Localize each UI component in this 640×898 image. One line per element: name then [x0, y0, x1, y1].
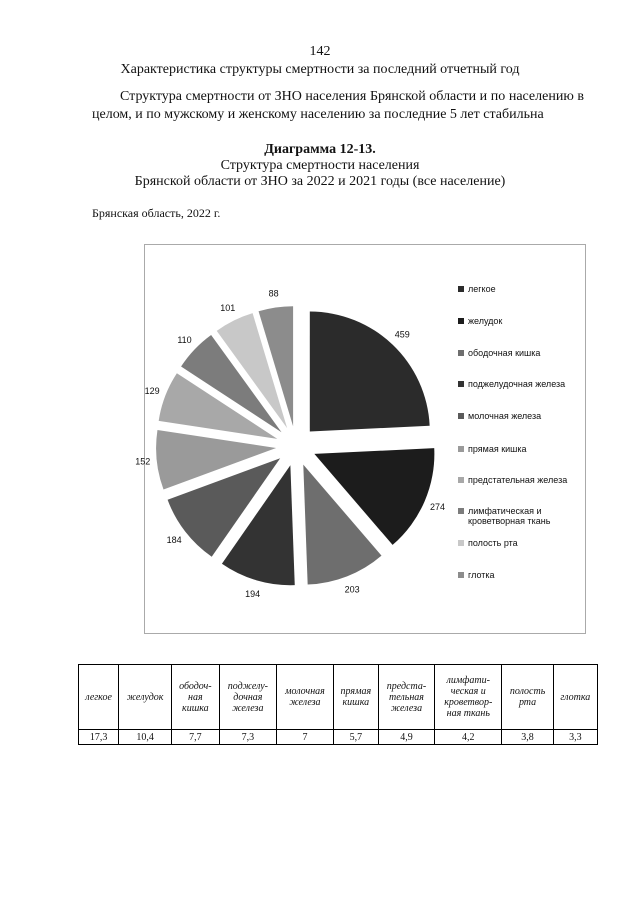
legend-swatch [458, 350, 464, 356]
legend-label: глотка [468, 570, 495, 580]
table-value-cell: 3,3 [553, 730, 597, 745]
table-header-cell: поджелу- дочная железа [219, 665, 276, 730]
share-table [78, 664, 598, 745]
legend-item [458, 444, 527, 454]
diagram-title-line-1: Структура смертности населения [220, 158, 420, 173]
legend-label: молочная железа [468, 411, 542, 421]
legend-swatch [458, 318, 464, 324]
table-header-cell: легкое [79, 665, 119, 730]
legend-label: желудок [468, 316, 503, 326]
legend-swatch [458, 508, 464, 514]
legend-swatch [458, 540, 464, 546]
legend-label: полость рта [468, 538, 518, 548]
slice-value-label: 129 [144, 386, 160, 397]
legend-swatch [458, 572, 464, 578]
region-year-label: Брянская область, 2022 г. [92, 206, 221, 220]
legend-item [458, 506, 588, 526]
section-heading: Характеристика структуры смертности за последний отчетный год [120, 62, 520, 77]
table-value-cell: 7,7 [172, 730, 220, 745]
table-header-cell: прямая кишка [333, 665, 378, 730]
legend-swatch [458, 413, 464, 419]
table-value-cell: 17,3 [79, 730, 119, 745]
legend-label: легкое [468, 284, 496, 294]
table-value-cell: 3,8 [502, 730, 553, 745]
pie-slice-1 [310, 312, 430, 432]
diagram-number: Диаграмма 12-13. [264, 142, 376, 157]
legend-item [458, 570, 495, 580]
table-value-row [79, 730, 598, 745]
table-header-cell: предста- тельная железа [378, 665, 434, 730]
table-header-cell: глотка [553, 665, 597, 730]
slice-value-label: 194 [245, 588, 261, 599]
diagram-title-line-2: Брянской области от ЗНО за 2022 и 2021 годы (все население) [134, 174, 506, 189]
table-header-row [79, 665, 598, 730]
legend-swatch [458, 381, 464, 387]
slice-value-label: 274 [429, 501, 445, 512]
page-number: 142 [309, 44, 331, 59]
legend-label: лимфатическая и кроветворная ткань [468, 506, 551, 526]
slice-value-label: 88 [268, 288, 279, 299]
table-value-cell: 7,3 [219, 730, 276, 745]
table-value-cell: 5,7 [333, 730, 378, 745]
slice-value-label: 203 [344, 584, 360, 595]
legend-item [458, 284, 496, 294]
slice-value-label: 184 [166, 535, 182, 546]
table-header-cell: молочная железа [277, 665, 334, 730]
slice-value-label: 101 [220, 302, 236, 313]
legend-label: прямая кишка [468, 444, 527, 454]
legend-item [458, 538, 518, 548]
table-header-cell: желудок [119, 665, 172, 730]
legend-label: поджелудочная железа [468, 379, 566, 389]
table-header-cell: ободоч- ная кишка [172, 665, 220, 730]
table-header-cell: полость рта [502, 665, 553, 730]
table-header-cell: лимфати- ческая и кроветвор- ная ткань [435, 665, 502, 730]
legend-item [458, 475, 567, 485]
legend-swatch [458, 477, 464, 483]
intro-paragraph: Структура смертности от ЗНО населения Брянской области и по населению в целом, и по мужскому и женскому населению за последние 5 лет стабильна [92, 89, 584, 122]
slice-value-label: 152 [135, 456, 151, 467]
table-value-cell: 7 [277, 730, 334, 745]
legend-item [458, 379, 565, 389]
slice-value-label: 110 [177, 334, 192, 345]
legend-label: предстательная железа [468, 475, 568, 485]
legend-label: ободочная кишка [468, 348, 541, 358]
table-value-cell: 4,2 [435, 730, 502, 745]
table-value-cell: 4,9 [378, 730, 434, 745]
slice-value-label: 459 [394, 329, 410, 340]
legend-swatch [458, 286, 464, 292]
table-value-cell: 10,4 [119, 730, 172, 745]
legend-item [458, 348, 540, 358]
legend-item [458, 411, 541, 421]
legend-swatch [458, 446, 464, 452]
legend-item [458, 316, 502, 326]
